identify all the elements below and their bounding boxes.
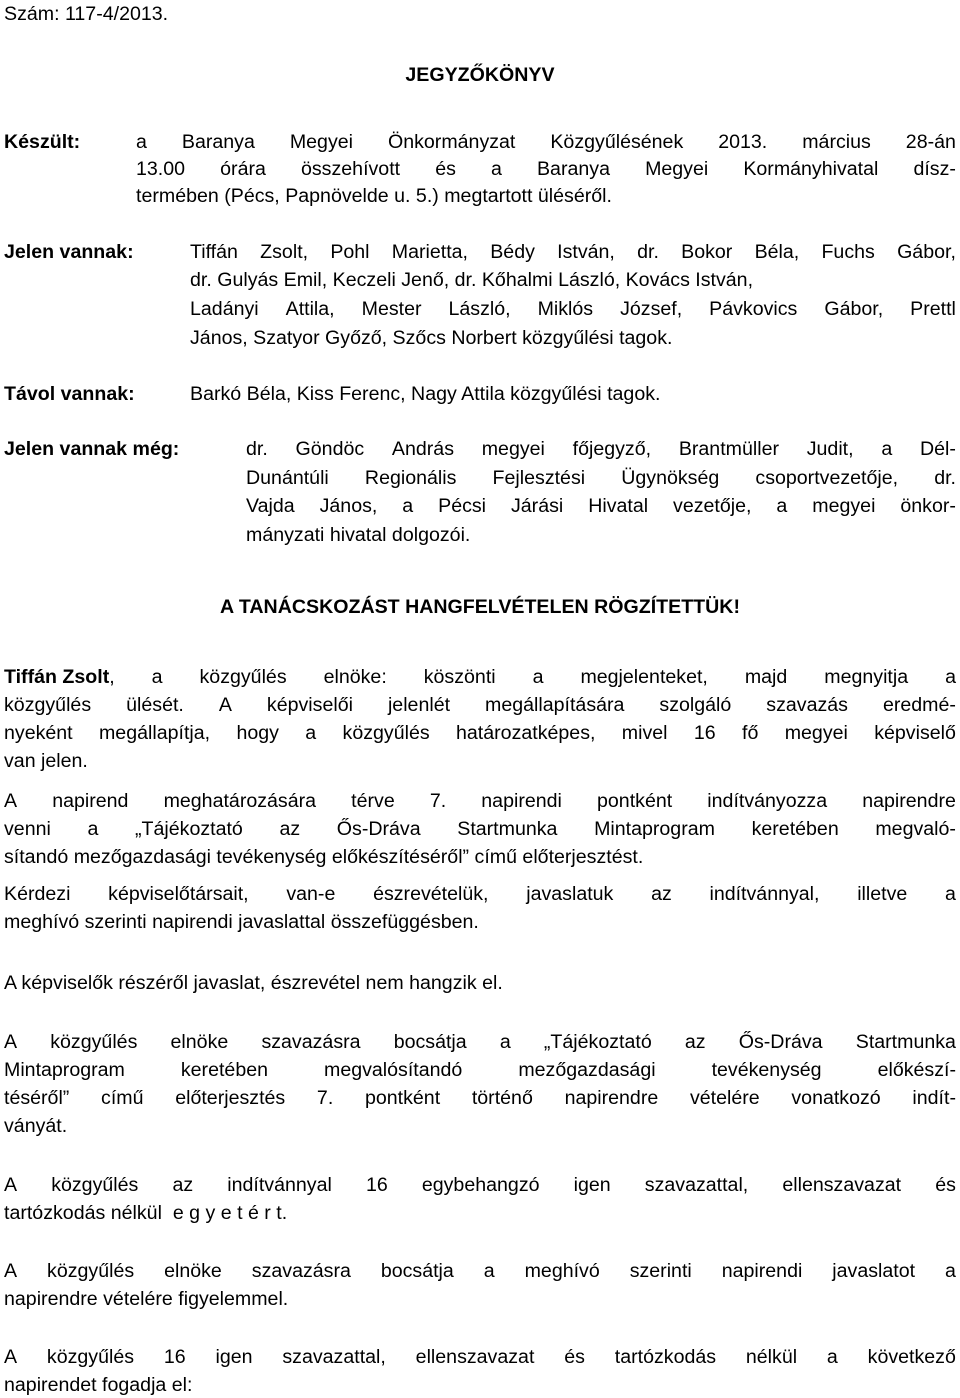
word: megyei: [812, 495, 876, 517]
p5-line-1: [4, 1030, 956, 1054]
word: István,: [557, 241, 615, 263]
word: Brantmüller: [678, 438, 779, 460]
word: Fuchs: [821, 241, 875, 263]
word: András: [391, 438, 454, 460]
word: képviselő: [874, 722, 956, 744]
speaker-name: Tiffán Zsolt: [4, 666, 110, 688]
p2-line-2: [4, 817, 956, 841]
word: Marietta,: [391, 241, 468, 263]
word: Bédy: [490, 241, 535, 263]
word: Judit,: [806, 438, 854, 460]
p4-text: A képviselők részéről javaslat, észrevétel nem hangzik el.: [4, 972, 503, 994]
word: Gábor,: [824, 298, 884, 320]
word: Pávkovics: [709, 298, 798, 320]
word: és: [564, 1346, 585, 1368]
word: Pécsi: [438, 495, 487, 517]
word: megállapítja,: [98, 722, 211, 744]
word: elnöke: [164, 1260, 222, 1282]
word: indít-: [912, 1087, 956, 1109]
word: vonatkozó: [791, 1087, 881, 1109]
word: a: [881, 438, 893, 460]
word: következő: [867, 1346, 956, 1368]
word: a: [136, 131, 147, 153]
word: megvalósítandó: [324, 1059, 463, 1081]
word: Dunántúli: [246, 467, 329, 489]
word: történő: [471, 1087, 533, 1109]
word: szavazattal,: [282, 1346, 386, 1368]
word: Regionális: [364, 467, 457, 489]
word: illetve: [857, 883, 908, 905]
word: a: [532, 666, 544, 688]
word: dísz-: [913, 158, 956, 180]
word: határozatképes,: [456, 722, 596, 744]
word: című: [101, 1087, 144, 1109]
p1-line-3: [4, 721, 956, 745]
word: és: [935, 1174, 956, 1196]
word: elnöke: [170, 1031, 229, 1053]
word: Ős-Dráva: [336, 818, 421, 840]
word: a: [945, 883, 956, 905]
keszult-line-1: [136, 130, 956, 154]
jelen-line-3: [190, 297, 956, 321]
word: az: [684, 1031, 706, 1053]
document-title: JEGYZŐKÖNYV: [405, 64, 555, 86]
word: „Tájékoztató: [135, 818, 243, 840]
word: az: [172, 1174, 194, 1196]
p8-line-1: [4, 1345, 956, 1369]
word: közgyűlés: [199, 666, 287, 688]
jelen-meg-label: Jelen vannak még:: [4, 438, 180, 460]
word: venni: [4, 818, 51, 840]
word: Göndöc: [295, 438, 365, 460]
jelen-meg-line-2: [246, 466, 956, 490]
word: A: [4, 790, 18, 812]
word: 13.00: [136, 158, 186, 180]
word: vételére: [689, 1087, 760, 1109]
p5-line-2: [4, 1058, 956, 1082]
p1-line-2: [4, 693, 956, 717]
word: Mintaprogram: [4, 1059, 125, 1081]
p5-line-3: [4, 1086, 956, 1110]
p1-line-4: van jelen.: [4, 750, 88, 772]
word: Prettl: [910, 298, 956, 320]
word: bocsátja: [380, 1260, 454, 1282]
word: a: [499, 1031, 511, 1053]
word: 16: [365, 1174, 388, 1196]
p7-line-2: napirendre vételére figyelemmel.: [4, 1288, 289, 1310]
word: Dél-: [919, 438, 956, 460]
word: dr.: [934, 467, 956, 489]
word: napirendi: [481, 790, 562, 812]
word: „Tájékoztató: [543, 1031, 652, 1053]
word: keretében: [751, 818, 839, 840]
word: köszönti: [423, 666, 496, 688]
word: Mintaprogram: [594, 818, 715, 840]
word: pontként: [597, 790, 673, 812]
word: Zsolt,: [260, 241, 309, 263]
word: javaslatot: [832, 1260, 916, 1282]
p6-line-2: tartózkodás nélkül e g y e t é r t.: [4, 1202, 288, 1224]
word: a: [945, 666, 956, 688]
word: A: [4, 1260, 18, 1282]
p3-line-2: meghívó szerinti napirendi javaslattal összefüggésben.: [4, 911, 479, 933]
p6-line-1: [4, 1173, 956, 1197]
word: majd: [744, 666, 788, 688]
word: egybehangzó: [421, 1174, 540, 1196]
jelen-meg-line-3: [246, 494, 956, 518]
word: képviselőtársait,: [108, 883, 249, 905]
word: 16: [163, 1346, 186, 1368]
word: Kormányhivatal: [743, 158, 879, 180]
word: Startmunka: [457, 818, 558, 840]
word: indítvánnyal: [227, 1174, 332, 1196]
keszult-line-2: [136, 157, 956, 181]
p1-line-1: Tiffán Zsolt, a közgyűlés elnöke: köszönti a megjelenteket, majd megnyitja a: [4, 666, 956, 688]
word: igen: [215, 1346, 253, 1368]
word: indítvánnyal,: [709, 883, 820, 905]
word: a: [87, 818, 99, 840]
word: közgyűlés: [50, 1031, 138, 1053]
word: József,: [620, 298, 683, 320]
word: vezetője,: [673, 495, 752, 517]
word: észrevételük,: [373, 883, 489, 905]
word: közgyűlés: [47, 1260, 135, 1282]
word: Ladányi: [190, 298, 259, 320]
word: a: [490, 158, 502, 180]
word: ellenszavazat: [782, 1174, 902, 1196]
word: a: [305, 722, 317, 744]
word: nélkül: [745, 1346, 798, 1368]
word: A: [4, 1031, 18, 1053]
word: főjegyző,: [572, 438, 652, 460]
word: 28-án: [905, 131, 956, 153]
word: közgyűlés: [46, 1346, 135, 1368]
word: Tiffán: [190, 241, 238, 263]
word: dr.: [246, 438, 268, 460]
word: Miklós: [537, 298, 594, 320]
word: Ős-Dráva: [738, 1031, 823, 1053]
word: ülését.: [126, 694, 184, 716]
word: a: [151, 666, 163, 688]
word: megvaló-: [875, 818, 956, 840]
word: napirendi: [721, 1260, 803, 1282]
word: napirend: [52, 790, 129, 812]
word: javaslatuk: [526, 883, 614, 905]
jelen-line-2: dr. Gulyás Emil, Keczeli Jenő, dr. Kőhalmi László, Kovács István,: [190, 269, 754, 291]
word: csoportvezetője,: [755, 467, 899, 489]
word: jelenlét: [387, 694, 451, 716]
word: A: [4, 1346, 18, 1368]
word: napirendre: [862, 790, 956, 812]
word: dr.: [637, 241, 659, 263]
word: előkészí-: [877, 1059, 956, 1081]
word: önkor-: [900, 495, 956, 517]
word: igen: [573, 1174, 611, 1196]
p3-line-1: [4, 882, 956, 906]
keszult-line-3: termében (Pécs, Papnövelde u. 5.) megtartott üléséről.: [136, 185, 612, 207]
word: napirendre: [564, 1087, 659, 1109]
word: 7.: [429, 790, 447, 812]
word: Baranya: [536, 158, 610, 180]
word: az: [279, 818, 301, 840]
word: van-e: [286, 883, 336, 905]
word: téséről”: [4, 1087, 70, 1109]
word: szavazás: [766, 694, 848, 716]
word: a: [826, 1346, 838, 1368]
word: Baranya: [181, 131, 255, 153]
word: A: [218, 694, 232, 716]
jelen-line-4: János, Szatyor Győző, Szőcs Norbert közgyűlési tagok.: [190, 327, 673, 349]
word: Kérdezi: [4, 883, 71, 905]
word: Startmunka: [855, 1031, 956, 1053]
jelen-line-1: [190, 240, 956, 264]
word: keretében: [180, 1059, 269, 1081]
word: bocsátja: [393, 1031, 467, 1053]
word: Ügynökség: [621, 467, 720, 489]
word: megyei: [784, 722, 848, 744]
word: mezőgazdasági: [518, 1059, 656, 1081]
word: szavazásra: [261, 1031, 361, 1053]
word: képviselői: [266, 694, 353, 716]
word: március: [802, 131, 871, 153]
jelen-meg-line-1: [246, 437, 956, 461]
word: Bokor: [681, 241, 733, 263]
word: ellenszavazat: [415, 1346, 535, 1368]
word: elnöke:: [323, 666, 387, 688]
tavol-label: Távol vannak:: [4, 383, 135, 405]
word: megyei: [481, 438, 545, 460]
word: tartózkodás: [614, 1346, 717, 1368]
word: Attila,: [285, 298, 335, 320]
p8-line-2: napirendet fogadja el:: [4, 1374, 193, 1396]
jelen-label: Jelen vannak:: [4, 241, 134, 263]
word: szolgáló: [659, 694, 732, 716]
word: 16: [693, 722, 716, 744]
word: az: [651, 883, 672, 905]
word: közgyűlés: [51, 1174, 139, 1196]
word: meghívó: [524, 1260, 600, 1282]
word: térve: [351, 790, 395, 812]
word: Hivatal: [588, 495, 649, 517]
word: közgyűlés: [4, 694, 92, 716]
keszult-label: Készült:: [4, 131, 81, 153]
p5-line-4: ványát.: [4, 1115, 68, 1137]
word: Közgyűlésének: [550, 131, 684, 153]
word: Megyei: [289, 131, 353, 153]
word: meghatározására: [163, 790, 317, 812]
tavol-text: Barkó Béla, Kiss Ferenc, Nagy Attila közgyűlési tagok.: [190, 383, 661, 405]
p2-line-3: sítandó mezőgazdasági tevékenység előkészítéséről” című előterjesztést.: [4, 846, 644, 868]
document-number: Szám: 117-4/2013.: [4, 3, 169, 25]
word: és: [435, 158, 456, 180]
word: a: [483, 1260, 495, 1282]
word: 2013.: [718, 131, 768, 153]
word: a: [402, 495, 414, 517]
word: szerinti: [629, 1260, 692, 1282]
word: Fejlesztési: [492, 467, 586, 489]
word: Önkormányzat: [387, 131, 516, 153]
jelen-meg-line-4: mányzati hivatal dolgozói.: [246, 524, 471, 546]
word: Vajda: [246, 495, 295, 517]
word: Megyei: [645, 158, 709, 180]
word: Járási: [510, 495, 564, 517]
word: a: [776, 495, 788, 517]
word: nyeként: [4, 722, 73, 744]
word: eredmé-: [882, 694, 956, 716]
word: közgyűlés: [342, 722, 430, 744]
word: megállapítására: [485, 694, 625, 716]
word: szavazattal,: [644, 1174, 749, 1196]
word: a: [944, 1260, 956, 1282]
word: szavazásra: [251, 1260, 351, 1282]
word: hogy: [236, 722, 279, 744]
p2-line-1: [4, 789, 956, 813]
word: László,: [448, 298, 511, 320]
word: megjelenteket,: [580, 666, 708, 688]
word: fő: [742, 722, 759, 744]
word: megnyitja: [824, 666, 909, 688]
word: Pohl: [330, 241, 370, 263]
word: előterjesztés: [175, 1087, 286, 1109]
word: mivel: [621, 722, 668, 744]
word: Béla,: [754, 241, 800, 263]
recording-notice: A TANÁCSKOZÁST HANGFELVÉTELEN RÖGZÍTETTÜK!: [220, 596, 740, 618]
word: Gábor,: [897, 241, 956, 263]
p7-line-1: [4, 1259, 956, 1283]
word: pontként: [364, 1087, 441, 1109]
word: Mester: [361, 298, 422, 320]
word: összehívott: [300, 158, 401, 180]
word: A: [4, 1174, 18, 1196]
word: 7.: [316, 1087, 334, 1109]
word: indítványozza: [707, 790, 828, 812]
word: tevékenység: [711, 1059, 822, 1081]
word: órára: [220, 158, 266, 180]
word: János,: [319, 495, 378, 517]
